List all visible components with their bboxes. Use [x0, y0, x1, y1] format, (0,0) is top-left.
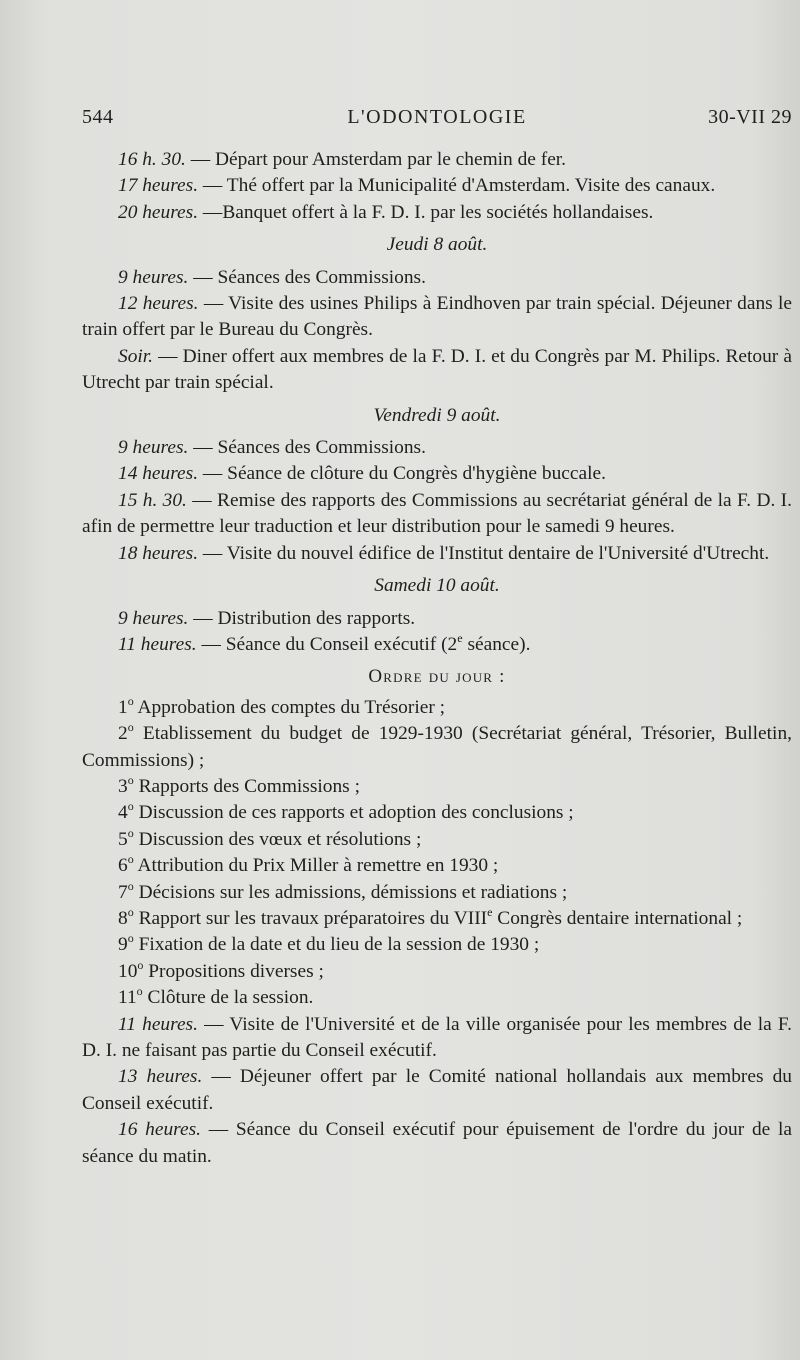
schedule-entry: 17 heures. — Thé offert par la Municipalité d'Amsterdam. Visite des canaux.: [118, 175, 716, 197]
issue-date: 30-VII 29: [708, 106, 792, 128]
agenda-item: 7$^o$ Décisions sur les admissions, démissions et radiations ;: [118, 878, 568, 903]
agenda-item: 3$^o$ Rapports des Commissions ;: [118, 772, 360, 797]
schedule-entry: 9 heures. — Séances des Commissions.: [118, 266, 426, 288]
agenda-item: 6$^o$ Attribution du Prix Miller à remettre en 1930 ;: [118, 852, 499, 877]
day-heading: Jeudi 8 août.: [386, 234, 488, 256]
day-heading: Samedi 10 août.: [374, 575, 500, 597]
schedule-entry: 18 heures. — Visite du nouvel édifice de l'Institut dentaire de l'Université d'Utrecht.: [118, 542, 770, 564]
schedule-entry: 20 heures. —Banquet offert à la F. D. I. par les sociétés hollandaises.: [118, 201, 654, 223]
page-number: 544: [82, 106, 114, 128]
agenda-item: 2$^o$ Etablissement du budget de 1929-1930 (Secrétariat général, Trésorier, Bulletin, Commissions) ;: [82, 720, 792, 771]
agenda-item: 9$^o$ Fixation de la date et du lieu de la session de 1930 ;: [118, 931, 540, 956]
agenda-item: 5$^o$ Discussion des vœux et résolutions ;: [118, 825, 422, 850]
schedule-entry: 11 heures. — Séance du Conseil exécutif (2e séance).: [118, 630, 531, 655]
agenda-item: 1$^o$ Approbation des comptes du Trésorier ;: [118, 693, 446, 718]
schedule-entry: 16 h. 30. — Départ pour Amsterdam par le chemin de fer.: [118, 149, 567, 170]
schedule-entry: 13 heures. — Déjeuner offert par le Comité national hollandais aux membres du Conseil exécutif.: [82, 1066, 793, 1114]
agenda-item: 4$^o$ Discussion de ces rapports et adoption des conclusions ;: [118, 799, 574, 824]
schedule-entry: 15 h. 30. — Remise des rapports des Commissions au secrétariat général de la F. D. I. afin de permettre leur traduction et leur distribution pour le samedi 9 heures.: [82, 489, 792, 538]
agenda-item: 8$^o$ Rapport sur les travaux préparatoires du VIIIe Congrès dentaire international ;: [118, 904, 743, 929]
schedule-entry: Soir. — Diner offert aux membres de la F. D. I. et du Congrès par M. Philips. Retour à Utrecht par train spécial.: [82, 345, 792, 394]
document-body: [82, 147, 792, 1170]
agenda-item: 10$^o$ Propositions diverses ;: [118, 957, 324, 982]
day-heading: Vendredi 9 août.: [373, 404, 501, 426]
schedule-entry: 9 heures. — Distribution des rapports.: [118, 607, 416, 629]
journal-title: L'ODONTOLOGIE: [347, 106, 527, 128]
schedule-entry: 9 heures. — Séances des Commissions.: [118, 437, 426, 459]
schedule-entry: 11 heures. — Visite de l'Université et de la ville organisée pour les membres de la F. D. I. ne faisant pas partie du Conseil exécutif.: [82, 1013, 792, 1061]
agenda-item: 11$^o$ Clôture de la session.: [118, 984, 314, 1009]
ordre-du-jour-heading: Ordre du jour :: [368, 666, 506, 688]
schedule-entry: 16 heures. — Séance du Conseil exécutif pour épuisement de l'ordre du jour de la séance du matin.: [82, 1119, 793, 1167]
schedule-entry: 14 heures. — Séance de clôture du Congrès d'hygiène buccale.: [118, 463, 606, 485]
schedule-entry: 12 heures. — Visite des usines Philips à Eindhoven par train spécial. Déjeuner dans le train offert par le Bureau du Congrès.: [82, 293, 792, 341]
running-header: [82, 106, 792, 136]
